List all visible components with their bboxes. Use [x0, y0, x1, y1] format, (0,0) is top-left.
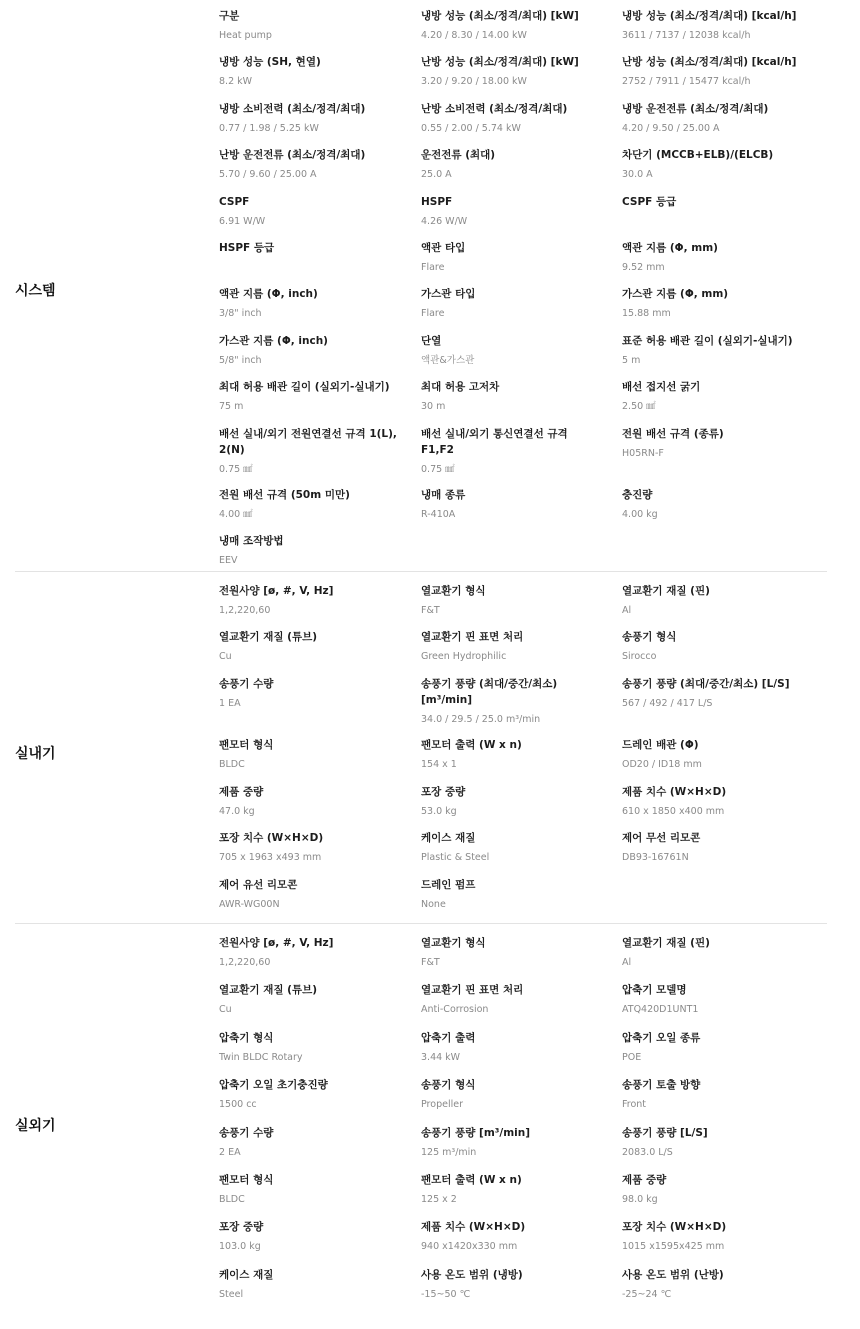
spec-label: 표준 허용 배관 길이 (실외기-실내기)	[622, 334, 793, 347]
spec-value: 125 m³/min	[421, 1146, 477, 1158]
spec-value: 5/8" inch	[219, 354, 262, 366]
spec-value: 1,2,220,60	[219, 957, 271, 968]
spec-value: 1 EA	[219, 697, 241, 709]
spec-value: 3/8" inch	[219, 308, 262, 320]
spec-item	[622, 629, 827, 675]
spec-item	[219, 982, 421, 1028]
spec-item	[421, 676, 622, 737]
spec-label: 팬모터 출력 (W x n)	[421, 739, 522, 752]
spec-label: 냉방 성능 (최소/정격/최대) [kW]	[421, 10, 579, 22]
spec-label: 차단기 (MCCB+ELB)/(ELCB)	[622, 149, 774, 162]
spec-item	[622, 1125, 827, 1171]
spec-item	[622, 487, 827, 533]
spec-value: Anti-Corrosion	[421, 1004, 489, 1016]
spec-value: Sirocco	[622, 651, 657, 663]
spec-value: 53.0 kg	[421, 805, 457, 817]
spec-label: 포장 치수 (W×H×D)	[219, 832, 324, 845]
spec-label: 최대 허용 배관 길이 (실외기-실내기)	[219, 381, 390, 394]
spec-value: R-410A	[421, 508, 456, 520]
spec-label: 포장 중량	[219, 1221, 264, 1234]
spec-item	[421, 583, 622, 629]
spec-label: 배선 접지선 굵기	[622, 381, 701, 394]
spec-item	[622, 240, 827, 286]
spec-item	[219, 101, 421, 147]
spec-value: F&T	[421, 605, 440, 616]
spec-label: 송풍기 형식	[622, 631, 677, 644]
spec-label: 열교환기 핀 표면 처리	[421, 631, 524, 644]
spec-item	[622, 101, 827, 147]
spec-item	[622, 54, 827, 100]
spec-item	[622, 1077, 827, 1123]
spec-label: 난방 소비전력 (최소/정격/최대)	[421, 102, 568, 115]
spec-value: Cu	[219, 651, 232, 663]
spec-value: Green Hydrophilic	[421, 651, 507, 663]
spec-label: 열교환기 재질 (튜브)	[219, 984, 318, 997]
spec-label: 구분	[219, 10, 240, 22]
spec-item	[421, 54, 622, 100]
spec-label: 냉방 성능 (최소/정격/최대) [kcal/h]	[622, 10, 797, 22]
spec-label: 단열	[421, 334, 442, 347]
spec-item	[219, 737, 421, 783]
spec-label: 송풍기 풍량 (최대/중간/최소) [m³/min]	[421, 677, 558, 706]
spec-item	[622, 1219, 827, 1265]
spec-value: 3.44 kW	[421, 1051, 461, 1063]
spec-value: 5 m	[622, 354, 641, 366]
spec-value: None	[421, 898, 446, 910]
spec-value: Cu	[219, 1004, 232, 1016]
spec-item	[219, 830, 421, 876]
spec-value: EEV	[219, 554, 238, 566]
spec-item	[421, 935, 622, 981]
spec-label: 최대 허용 고저차	[421, 381, 500, 394]
spec-label: 드레인 펌프	[421, 878, 476, 891]
spec-label: 열교환기 핀 표면 처리	[421, 984, 524, 997]
spec-value: 567 / 492 / 417 L/S	[622, 697, 713, 709]
spec-label: 제품 중량	[622, 1173, 667, 1186]
spec-item	[219, 676, 421, 737]
spec-value: 8.2 kW	[219, 76, 253, 88]
spec-item	[421, 379, 622, 425]
spec-item	[421, 147, 622, 193]
spec-label: HSPF	[421, 195, 453, 208]
spec-item	[219, 1267, 421, 1313]
spec-item	[219, 487, 421, 533]
spec-value: BLDC	[219, 759, 245, 771]
spec-label: 팬모터 형식	[219, 739, 274, 752]
spec-item	[421, 1125, 622, 1171]
spec-item	[219, 1030, 421, 1076]
spec-item	[219, 1077, 421, 1123]
spec-label: CSPF	[219, 195, 250, 208]
spec-label: 배선 실내/외기 통신연결선 규격 F1,F2	[421, 427, 568, 456]
spec-item	[219, 240, 421, 286]
spec-label: 제품 치수 (W×H×D)	[421, 1221, 526, 1234]
spec-label: 운전전류 (최대)	[421, 149, 496, 162]
spec-value: 1015 x1595x425 mm	[622, 1241, 725, 1253]
spec-label: 가스관 타입	[421, 288, 476, 301]
spec-label: 가스관 지름 (Φ, mm)	[622, 288, 729, 301]
spec-value: ATQ420D1UNT1	[622, 1004, 699, 1016]
spec-value: 4.20 / 8.30 / 14.00 kW	[421, 30, 527, 41]
spec-value: 2 EA	[219, 1146, 241, 1158]
spec-item	[421, 101, 622, 147]
spec-value: H05RN-F	[622, 447, 664, 459]
spec-label: 제품 중량	[219, 785, 264, 798]
spec-value: -25~24 ℃	[622, 1288, 672, 1300]
section-indoor-unit	[15, 572, 827, 924]
section-title: 실내기	[15, 746, 56, 762]
spec-value: Al	[622, 605, 632, 616]
spec-value: Heat pump	[219, 30, 272, 41]
spec-item	[622, 8, 827, 54]
spec-value: 4.00 kg	[622, 508, 658, 520]
spec-label: 포장 치수 (W×H×D)	[622, 1221, 727, 1234]
spec-label: 열교환기 재질 (핀)	[622, 585, 710, 597]
spec-label: 송풍기 토출 방향	[622, 1079, 701, 1092]
spec-value: 0.55 / 2.00 / 5.74 kW	[421, 122, 521, 134]
spec-label: 열교환기 재질 (튜브)	[219, 631, 318, 644]
spec-value: OD20 / ID18 mm	[622, 759, 702, 771]
spec-item	[219, 877, 421, 923]
spec-value: 47.0 kg	[219, 805, 255, 817]
spec-value: 액관&가스관	[421, 354, 475, 366]
spec-item	[421, 240, 622, 286]
spec-item	[622, 784, 827, 830]
spec-value: 25.0 A	[421, 169, 452, 181]
section-title: 시스템	[15, 282, 56, 299]
spec-item	[622, 737, 827, 783]
spec-label: 케이스 재질	[219, 1268, 274, 1281]
spec-value: 30.0 A	[622, 169, 653, 181]
spec-item	[421, 333, 622, 379]
spec-label: 압축기 모델명	[622, 984, 687, 997]
spec-value: 1,2,220,60	[219, 605, 271, 616]
spec-label: 냉방 성능 (SH, 현열)	[219, 56, 321, 69]
spec-label: 액관 지름 (Φ, inch)	[219, 288, 318, 301]
spec-value: 4.26 W/W	[421, 215, 468, 227]
spec-item	[421, 1077, 622, 1123]
spec-label: 송풍기 수량	[219, 1126, 274, 1139]
spec-item	[421, 487, 622, 533]
spec-item	[622, 286, 827, 332]
spec-value: 1500 cc	[219, 1099, 257, 1111]
spec-item	[219, 147, 421, 193]
spec-item	[219, 1219, 421, 1265]
spec-value: 6.91 W/W	[219, 215, 266, 227]
spec-item	[622, 676, 827, 737]
section-outdoor-unit	[15, 924, 827, 1314]
spec-value: 75 m	[219, 401, 244, 413]
spec-item	[622, 379, 827, 425]
spec-item	[219, 379, 421, 425]
spec-value: -15~50 ℃	[421, 1288, 471, 1300]
spec-label: 송풍기 형식	[421, 1079, 476, 1092]
spec-item	[219, 333, 421, 379]
spec-item	[219, 629, 421, 675]
spec-item	[622, 1172, 827, 1218]
spec-grid	[219, 8, 827, 571]
spec-item	[219, 935, 421, 981]
spec-label: 케이스 재질	[421, 832, 476, 845]
spec-item	[219, 194, 421, 240]
spec-item	[219, 286, 421, 332]
spec-value: Propeller	[421, 1099, 463, 1111]
spec-item	[219, 583, 421, 629]
spec-item	[622, 194, 827, 240]
spec-item	[219, 1125, 421, 1171]
spec-item	[219, 1172, 421, 1218]
spec-item	[421, 737, 622, 783]
section-system	[15, 0, 827, 572]
spec-label: 압축기 출력	[421, 1031, 476, 1044]
spec-item	[622, 147, 827, 193]
spec-label: 난방 성능 (최소/정격/최대) [kW]	[421, 56, 579, 69]
spec-label: 액관 지름 (Φ, mm)	[622, 241, 718, 254]
spec-item	[622, 982, 827, 1028]
spec-label: 송풍기 수량	[219, 677, 274, 690]
spec-value: DB93-16761N	[622, 852, 689, 864]
spec-value: Twin BLDC Rotary	[219, 1051, 303, 1063]
spec-item	[622, 583, 827, 629]
spec-item	[421, 1267, 622, 1313]
spec-value: 30 m	[421, 401, 446, 413]
spec-item	[421, 1219, 622, 1265]
spec-item	[421, 8, 622, 54]
spec-item	[622, 426, 827, 487]
spec-label: 가스관 지름 (Φ, inch)	[219, 334, 328, 347]
spec-value: 3.20 / 9.20 / 18.00 kW	[421, 76, 527, 88]
spec-label: 포장 중량	[421, 785, 466, 798]
spec-value: 34.0 / 29.5 / 25.0 m³/min	[421, 713, 541, 725]
spec-item	[421, 194, 622, 240]
spec-value: Al	[622, 957, 632, 968]
spec-item	[421, 286, 622, 332]
spec-label: 냉방 운전전류 (최소/정격/최대)	[622, 102, 769, 115]
spec-value: 5.70 / 9.60 / 25.00 A	[219, 169, 317, 181]
spec-label: 난방 성능 (최소/정격/최대) [kcal/h]	[622, 56, 797, 69]
spec-item	[622, 1030, 827, 1076]
spec-item	[421, 1030, 622, 1076]
spec-item	[421, 784, 622, 830]
spec-grid	[219, 935, 827, 1314]
spec-item	[622, 333, 827, 379]
spec-label: 배선 실내/외기 전원연결선 규격 1(L), 2(N)	[219, 427, 397, 456]
spec-value: 705 x 1963 x493 mm	[219, 852, 322, 864]
spec-value: 98.0 kg	[622, 1193, 658, 1205]
spec-label: 압축기 오일 종류	[622, 1031, 701, 1044]
spec-label: 열교환기 재질 (핀)	[622, 937, 710, 949]
spec-value: Flare	[421, 308, 445, 320]
spec-item	[421, 629, 622, 675]
spec-value: 9.52 mm	[622, 261, 665, 273]
spec-item	[219, 426, 421, 487]
spec-value: AWR-WG00N	[219, 898, 280, 910]
spec-value	[622, 215, 809, 229]
spec-label: 냉매 조작방법	[219, 534, 284, 547]
spec-value: 15.88 mm	[622, 308, 671, 320]
spec-label: 열교환기 형식	[421, 937, 486, 949]
spec-label: 전원 배선 규격 (종류)	[622, 427, 724, 440]
spec-label: 사용 온도 범위 (난방)	[622, 1268, 724, 1281]
spec-label: CSPF 등급	[622, 195, 677, 208]
spec-value: Flare	[421, 261, 445, 273]
spec-item	[421, 426, 622, 487]
spec-value: POE	[622, 1051, 642, 1063]
spec-label: 충진량	[622, 488, 653, 501]
spec-value: Plastic & Steel	[421, 852, 490, 864]
spec-label: 제품 치수 (W×H×D)	[622, 785, 727, 798]
spec-label: 압축기 오일 초기충진량	[219, 1079, 328, 1092]
spec-label: 송풍기 풍량 [L/S]	[622, 1126, 708, 1139]
spec-item	[421, 830, 622, 876]
spec-label: HSPF 등급	[219, 241, 275, 254]
spec-label: 압축기 형식	[219, 1031, 274, 1044]
spec-item	[421, 1172, 622, 1218]
spec-value: 3611 / 7137 / 12038 kcal/h	[622, 30, 751, 41]
spec-value: Steel	[219, 1288, 244, 1300]
spec-item	[421, 982, 622, 1028]
spec-label: 전원 배선 규격 (50m 미만)	[219, 488, 350, 501]
spec-label: 난방 운전전류 (최소/정격/최대)	[219, 149, 366, 162]
spec-label: 사용 온도 범위 (냉방)	[421, 1268, 523, 1281]
spec-value: 2.50 ㎟	[622, 401, 656, 413]
spec-value: 0.75 ㎟	[421, 463, 455, 475]
spec-label: 냉방 소비전력 (최소/정격/최대)	[219, 102, 366, 115]
spec-label: 전원사양 [ø, #, V, Hz]	[219, 937, 334, 949]
spec-label: 제어 유선 리모콘	[219, 878, 298, 891]
spec-item	[421, 877, 622, 923]
spec-label: 팬모터 출력 (W x n)	[421, 1173, 522, 1186]
spec-value: 940 x1420x330 mm	[421, 1241, 518, 1253]
spec-value: BLDC	[219, 1193, 245, 1205]
spec-value: 154 x 1	[421, 759, 457, 771]
spec-value: 103.0 kg	[219, 1241, 261, 1253]
spec-item	[622, 1267, 827, 1313]
spec-value: 0.77 / 1.98 / 5.25 kW	[219, 122, 319, 134]
spec-item	[622, 935, 827, 981]
spec-value: 610 x 1850 x400 mm	[622, 805, 725, 817]
spec-label: 제어 무선 리모콘	[622, 832, 701, 845]
spec-value: 0.75 ㎟	[219, 463, 253, 475]
spec-value: 125 x 2	[421, 1193, 457, 1205]
spec-value: 4.00 ㎟	[219, 508, 253, 520]
spec-item	[219, 8, 421, 54]
spec-label: 전원사양 [ø, #, V, Hz]	[219, 585, 334, 597]
spec-value: 2752 / 7911 / 15477 kcal/h	[622, 76, 751, 88]
spec-value: 4.20 / 9.50 / 25.00 A	[622, 122, 720, 134]
spec-value	[219, 261, 403, 275]
spec-label: 열교환기 형식	[421, 585, 486, 597]
spec-value: Front	[622, 1099, 647, 1111]
spec-label: 송풍기 풍량 [m³/min]	[421, 1126, 531, 1139]
spec-value: 2083.0 L/S	[622, 1146, 673, 1158]
spec-label: 드레인 배관 (Φ)	[622, 739, 699, 752]
spec-grid	[219, 583, 827, 923]
spec-label: 냉매 종류	[421, 488, 466, 501]
spec-label: 팬모터 형식	[219, 1173, 274, 1186]
spec-label: 송풍기 풍량 (최대/중간/최소) [L/S]	[622, 677, 790, 690]
spec-item	[622, 830, 827, 876]
spec-item	[219, 54, 421, 100]
section-title: 실외기	[15, 1117, 56, 1134]
spec-value: F&T	[421, 957, 440, 968]
spec-label: 액관 타입	[421, 241, 466, 254]
spec-item	[219, 784, 421, 830]
